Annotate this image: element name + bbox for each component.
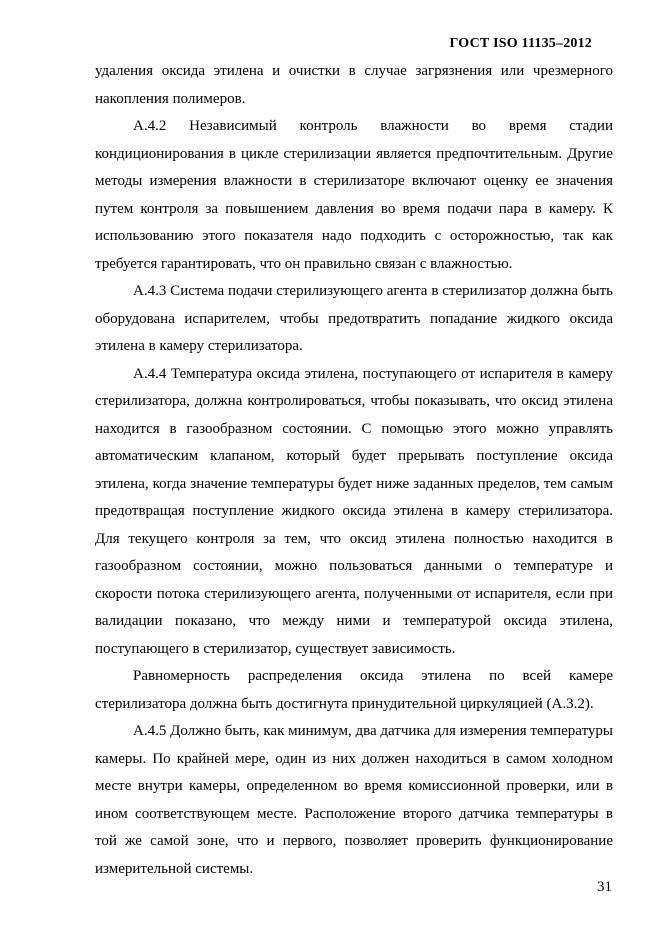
paragraph-a-4-2: А.4.2 Независимый контроль влажности во время стадии кондиционирования в цикле стерилизации является предпочтительным. Другие методы измерения влажности в стерилизаторе включают оценку ее значения путем контроля за повышением давления во время подачи пара в камеру. К использованию этого показателя надо подходить с осторожностью, так как требуется гарантировать, что он правильно связан с влажностью. [95,118,613,272]
paragraph-uniformity: Равномерность распределения оксида этилена по всей камере стерилизатора должна быть достигнута принудительной циркуляцией (А.3.2). [95,668,613,712]
paragraph-a-4-3: А.4.3 Система подачи стерилизующего агента в стерилизатор должна быть оборудована испарителем, чтобы предотвратить попадание жидкого оксида этилена в камеру стерилизатора. [95,283,613,354]
page-body [95,58,613,883]
paragraph-continuation: удаления оксида этилена и очистки в случае загрязнения или чрезмерного накопления полимеров. [95,63,613,107]
document-header: ГОСТ ISO 11135–2012 [449,36,592,51]
paragraph-a-4-5: А.4.5 Должно быть, как минимум, два датчика для измерения температуры камеры. По крайней мере, один из них должен находиться в самом холодном месте внутри камеры, определенном во время комиссионной проверки, или в ином соответствующем месте. Расположение второго датчика температуры в той же самой зоне, что и первого, позволяет проверить функционирование измерительной системы. [95,723,613,877]
paragraph-a-4-4: А.4.4 Температура оксида этилена, поступающего от испарителя в камеру стерилизатора, должна контролироваться, чтобы показывать, что оксид этилена находится в газообразном состоянии. С помощью этого можно управлять автоматическим клапаном, который будет прерывать поступление оксида этилена, когда значение температуры будет ниже заданных пределов, тем самым предотвращая поступление жидкого оксида этилена в камеру стерилизатора. Для текущего контроля за тем, что оксид этилена полностью находится в газообразном состоянии, можно пользоваться данными о температуре и скорости потока стерилизующего агента, полученными от испарителя, если при валидации показано, что между ними и температурой оксида этилена, поступающего в стерилизатор, существует зависимость. [95,365,613,657]
page-number: 31 [597,879,612,895]
